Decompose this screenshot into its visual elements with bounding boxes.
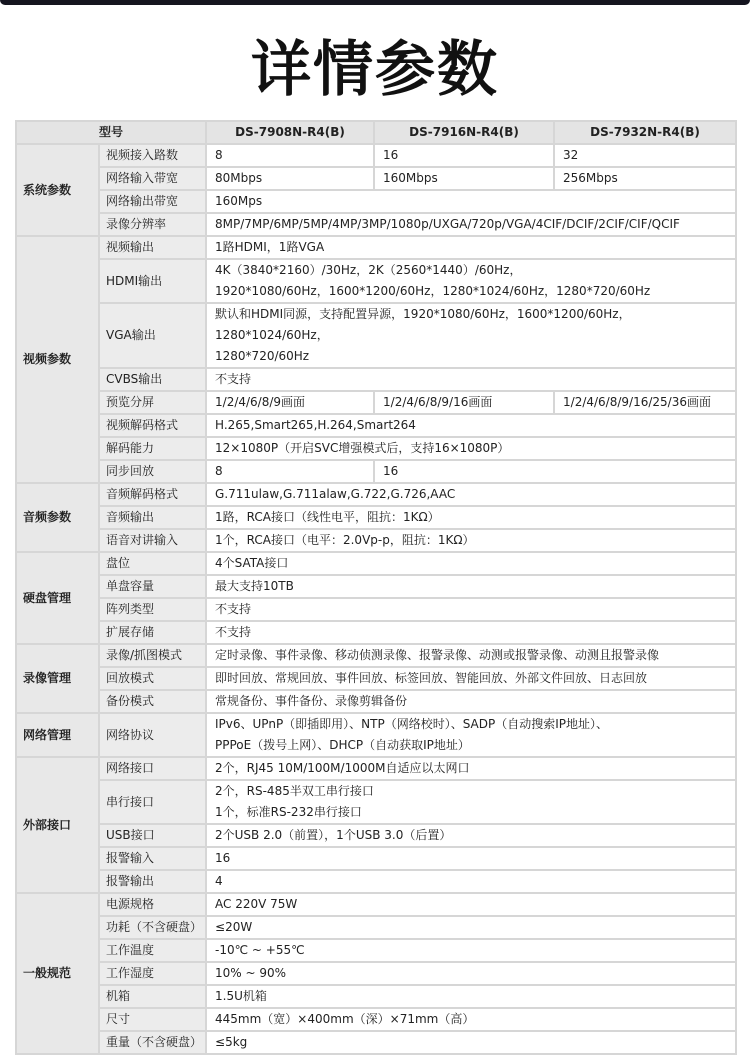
category-cell: 外部接口 xyxy=(16,757,99,893)
spec-value: 1个，RCA接口（电平：2.0Vp-p，阻抗：1KΩ） xyxy=(206,529,736,552)
table-row xyxy=(16,870,736,893)
spec-value: 默认和HDMI同源，支持配置异源，1920*1080/60Hz，1600*1200/60Hz，1280*1024/60Hz， 1280*720/60Hz xyxy=(206,303,736,368)
spec-value: 2个USB 2.0（前置），1个USB 3.0（后置） xyxy=(206,824,736,847)
table-row xyxy=(16,575,736,598)
table-row xyxy=(16,259,736,303)
spec-value: -10℃ ~ +55℃ xyxy=(206,939,736,962)
table-row xyxy=(16,391,736,414)
spec-value: 1.5U机箱 xyxy=(206,985,736,1008)
spec-label: 网络协议 xyxy=(99,713,206,757)
spec-label: HDMI输出 xyxy=(99,259,206,303)
spec-label: 视频输出 xyxy=(99,236,206,259)
table-row xyxy=(16,757,736,780)
table-row xyxy=(16,916,736,939)
spec-label: 录像/抓图模式 xyxy=(99,644,206,667)
spec-value: 4K（3840*2160）/30Hz，2K（2560*1440）/60Hz， 1920*1080/60Hz，1600*1200/60Hz，1280*1024/60Hz，1280*720/60Hz xyxy=(206,259,736,303)
spec-label: 单盘容量 xyxy=(99,575,206,598)
category-cell: 音频参数 xyxy=(16,483,99,552)
table-row xyxy=(16,598,736,621)
spec-label: 功耗（不含硬盘） xyxy=(99,916,206,939)
table-row xyxy=(16,985,736,1008)
table-row xyxy=(16,939,736,962)
spec-value: G.711ulaw,G.711alaw,G.722,G.726,AAC xyxy=(206,483,736,506)
spec-value: 1/2/4/6/8/9/16/25/36画面 xyxy=(554,391,736,414)
spec-value: AC 220V 75W xyxy=(206,893,736,916)
table-row xyxy=(16,460,736,483)
model-column-header: DS-7908N-R4(B) xyxy=(206,121,374,144)
page-title: 详情参数 xyxy=(251,35,499,105)
spec-value: 8 xyxy=(206,144,374,167)
spec-value: 不支持 xyxy=(206,621,736,644)
table-row xyxy=(16,167,736,190)
spec-value: 最大支持10TB xyxy=(206,575,736,598)
spec-label: 备份模式 xyxy=(99,690,206,713)
table-row xyxy=(16,667,736,690)
spec-value: IPv6、UPnP（即插即用）、NTP（网络校时）、SADP（自动搜索IP地址）、 PPPoE（拨号上网）、DHCP（自动获取IP地址） xyxy=(206,713,736,757)
category-cell: 一般规范 xyxy=(16,893,99,1054)
category-cell: 系统参数 xyxy=(16,144,99,236)
spec-value: 定时录像、事件录像、移动侦测录像、报警录像、动测或报警录像、动测且报警录像 xyxy=(206,644,736,667)
spec-label: 视频接入路数 xyxy=(99,144,206,167)
spec-value: 445mm（宽）×400mm（深）×71mm（高） xyxy=(206,1008,736,1031)
table-row xyxy=(16,962,736,985)
table-row xyxy=(16,506,736,529)
spec-label: 视频解码格式 xyxy=(99,414,206,437)
model-column-header: DS-7932N-R4(B) xyxy=(554,121,736,144)
table-row xyxy=(16,552,736,575)
table-row xyxy=(16,368,736,391)
spec-label: 解码能力 xyxy=(99,437,206,460)
spec-label: 网络输出带宽 xyxy=(99,190,206,213)
spec-value: 80Mbps xyxy=(206,167,374,190)
spec-label: 录像分辨率 xyxy=(99,213,206,236)
spec-label: USB接口 xyxy=(99,824,206,847)
category-cell: 视频参数 xyxy=(16,236,99,483)
table-row xyxy=(16,893,736,916)
spec-value: 32 xyxy=(554,144,736,167)
spec-value: 16 xyxy=(374,144,554,167)
table-row xyxy=(16,713,736,757)
spec-value: H.265,Smart265,H.264,Smart264 xyxy=(206,414,736,437)
spec-label: 语音对讲输入 xyxy=(99,529,206,552)
spec-value: 1/2/4/6/8/9/16画面 xyxy=(374,391,554,414)
table-row xyxy=(16,529,736,552)
category-cell: 硬盘管理 xyxy=(16,552,99,644)
table-row xyxy=(16,437,736,460)
spec-label: VGA输出 xyxy=(99,303,206,368)
table-row xyxy=(16,1008,736,1031)
table-row xyxy=(16,824,736,847)
spec-label: 报警输出 xyxy=(99,870,206,893)
top-banner-bar xyxy=(0,0,750,5)
spec-table xyxy=(15,120,737,1055)
spec-value: 8 xyxy=(206,460,374,483)
spec-value: 1路，RCA接口（线性电平，阻抗：1KΩ） xyxy=(206,506,736,529)
spec-label: 网络输入带宽 xyxy=(99,167,206,190)
spec-value: ≤20W xyxy=(206,916,736,939)
model-column-header: DS-7916N-R4(B) xyxy=(374,121,554,144)
spec-value: 不支持 xyxy=(206,598,736,621)
spec-label: 重量（不含硬盘） xyxy=(99,1031,206,1054)
spec-label: 工作温度 xyxy=(99,939,206,962)
spec-value: 4个SATA接口 xyxy=(206,552,736,575)
spec-label: 音频解码格式 xyxy=(99,483,206,506)
spec-value: 160Mps xyxy=(206,190,736,213)
spec-label: CVBS输出 xyxy=(99,368,206,391)
table-row xyxy=(16,621,736,644)
spec-value: 不支持 xyxy=(206,368,736,391)
spec-label: 回放模式 xyxy=(99,667,206,690)
spec-label: 串行接口 xyxy=(99,780,206,824)
spec-value: 1/2/4/6/8/9画面 xyxy=(206,391,374,414)
spec-label: 盘位 xyxy=(99,552,206,575)
spec-value: 8MP/7MP/6MP/5MP/4MP/3MP/1080p/UXGA/720p/VGA/4CIF/DCIF/2CIF/CIF/QCIF xyxy=(206,213,736,236)
spec-value: 160Mbps xyxy=(374,167,554,190)
spec-value: 1路HDMI，1路VGA xyxy=(206,236,736,259)
spec-value: 2个，RS-485半双工串行接口 1个，标准RS-232串行接口 xyxy=(206,780,736,824)
spec-label: 网络接口 xyxy=(99,757,206,780)
table-row xyxy=(16,144,736,167)
table-row xyxy=(16,780,736,824)
spec-label: 音频输出 xyxy=(99,506,206,529)
spec-label: 尺寸 xyxy=(99,1008,206,1031)
table-row xyxy=(16,690,736,713)
spec-value: 16 xyxy=(374,460,736,483)
spec-value: 4 xyxy=(206,870,736,893)
table-row xyxy=(16,483,736,506)
table-header-row xyxy=(16,121,736,144)
category-cell: 录像管理 xyxy=(16,644,99,713)
model-header: 型号 xyxy=(16,121,206,144)
spec-label: 工作湿度 xyxy=(99,962,206,985)
spec-label: 报警输入 xyxy=(99,847,206,870)
table-row xyxy=(16,213,736,236)
spec-value: 256Mbps xyxy=(554,167,736,190)
spec-label: 扩展存储 xyxy=(99,621,206,644)
table-row xyxy=(16,190,736,213)
spec-value: 12×1080P（开启SVC增强模式后，支持16×1080P） xyxy=(206,437,736,460)
table-row xyxy=(16,847,736,870)
spec-label: 预览分屏 xyxy=(99,391,206,414)
spec-value: 2个，RJ45 10M/100M/1000M自适应以太网口 xyxy=(206,757,736,780)
table-row xyxy=(16,644,736,667)
spec-value: ≤5kg xyxy=(206,1031,736,1054)
spec-label: 电源规格 xyxy=(99,893,206,916)
spec-label: 同步回放 xyxy=(99,460,206,483)
spec-value: 10% ~ 90% xyxy=(206,962,736,985)
spec-value: 16 xyxy=(206,847,736,870)
table-row xyxy=(16,236,736,259)
table-row xyxy=(16,303,736,368)
spec-value: 常规备份、事件备份、录像剪辑备份 xyxy=(206,690,736,713)
spec-label: 阵列类型 xyxy=(99,598,206,621)
spec-value: 即时回放、常规回放、事件回放、标签回放、智能回放、外部文件回放、日志回放 xyxy=(206,667,736,690)
table-row xyxy=(16,1031,736,1054)
spec-label: 机箱 xyxy=(99,985,206,1008)
category-cell: 网络管理 xyxy=(16,713,99,757)
table-row xyxy=(16,414,736,437)
